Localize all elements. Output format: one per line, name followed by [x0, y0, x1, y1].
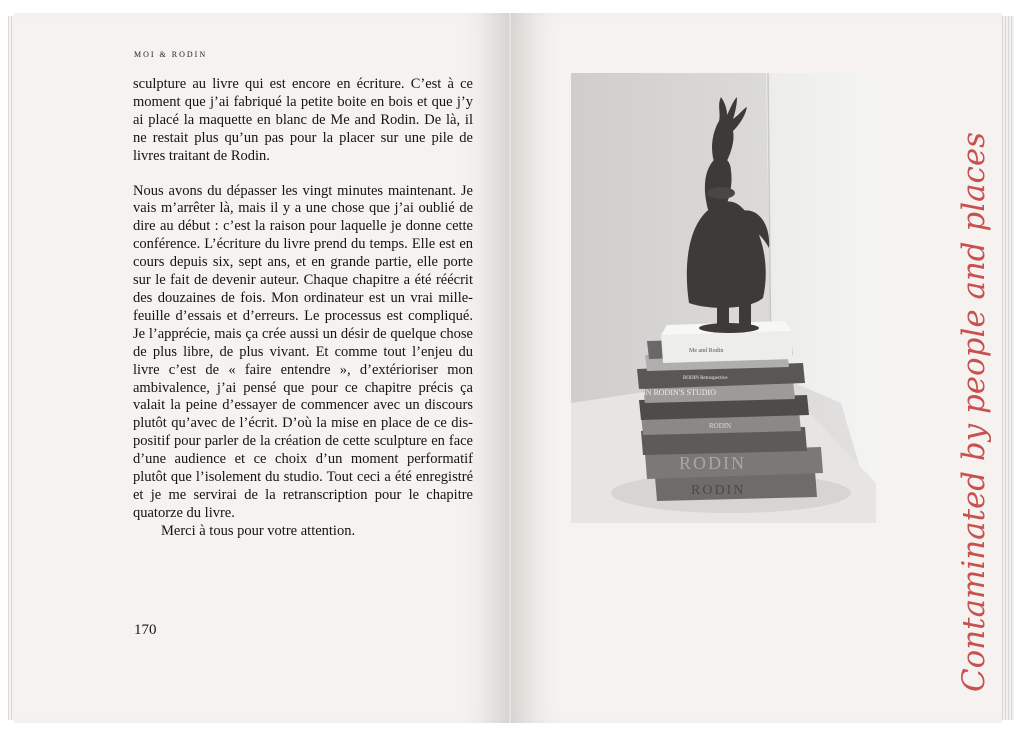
handwriting-text: Contaminated by people and places: [956, 130, 992, 692]
handwritten-annotation-svg: [954, 120, 994, 700]
book-spine-3: IN RODIN'S STUDIO: [643, 388, 716, 397]
page-number: 170: [134, 622, 157, 638]
book-spine-6: RODIN: [691, 483, 746, 498]
book-gutter: [508, 13, 511, 723]
body-text: [133, 76, 473, 541]
book-spine-4: RODIN: [709, 422, 732, 430]
handwritten-annotation: [954, 120, 994, 700]
book-spine-5: RODIN: [679, 453, 746, 473]
sculpture-photo-drawing: [571, 73, 876, 523]
book-spine-1: Me and Rodin: [689, 348, 724, 354]
book-spine-2: RODIN Retrospective: [683, 376, 728, 381]
paragraph-2: Nous avons du dépasser les vingt minutes maintenant. Je vais m’arrêter là, mais il y a une chose que j’ai oublié de dire au début : c’est la raison pour laquelle je donne cette conférence. L’écriture du livre prend du temps. Elle est en cours depuis six, sept ans, et en grande partie, elle porte sur le fait de devenir auteur. Chaque chapitre a été réécrit des douzaines de fois. Mon ordinateur est un vrai mille-feuille d’essais et d’erreurs. Le processus est compliqué. Je l’apprécie, mais ça crée aussi un désir de quelque chose de plus libre, de plus vivant. Et comme tout l’enjeu du livre c’est de « faire entendre », d’extérioriser mon ambivalence, j’ai pensé que pour ce chapitre précis ça valait la peine d’essayer de commencer avec un discours plutôt qu’avec de l’écrit. D’où la mise en place de ce dispositif pour parler de la création de cette sculpture en face d’une audience et ce choix d’un moment performatif plutôt que l’isolement du studio. Tout ceci a été enregistré et je me servirai de la retranscription pour le chapitre quatorze du livre.: [133, 182, 473, 521]
sculpture-photo: [571, 73, 876, 523]
page-edges-right: [1000, 16, 1014, 720]
paragraph-closing: Merci à tous pour votre attention.: [161, 522, 356, 539]
paragraph-1: sculpture au livre qui est encore en écriture. C’est à ce moment que j’ai fabriqué la petite boite en bois et que j’y ai placé la maquette en blanc de Me and Rodin. De là, il ne restait plus qu’un pas pour la placer sur une pile de livres traitant de Rodin.: [133, 76, 473, 164]
running-head: MOI & RODIN: [134, 50, 208, 59]
